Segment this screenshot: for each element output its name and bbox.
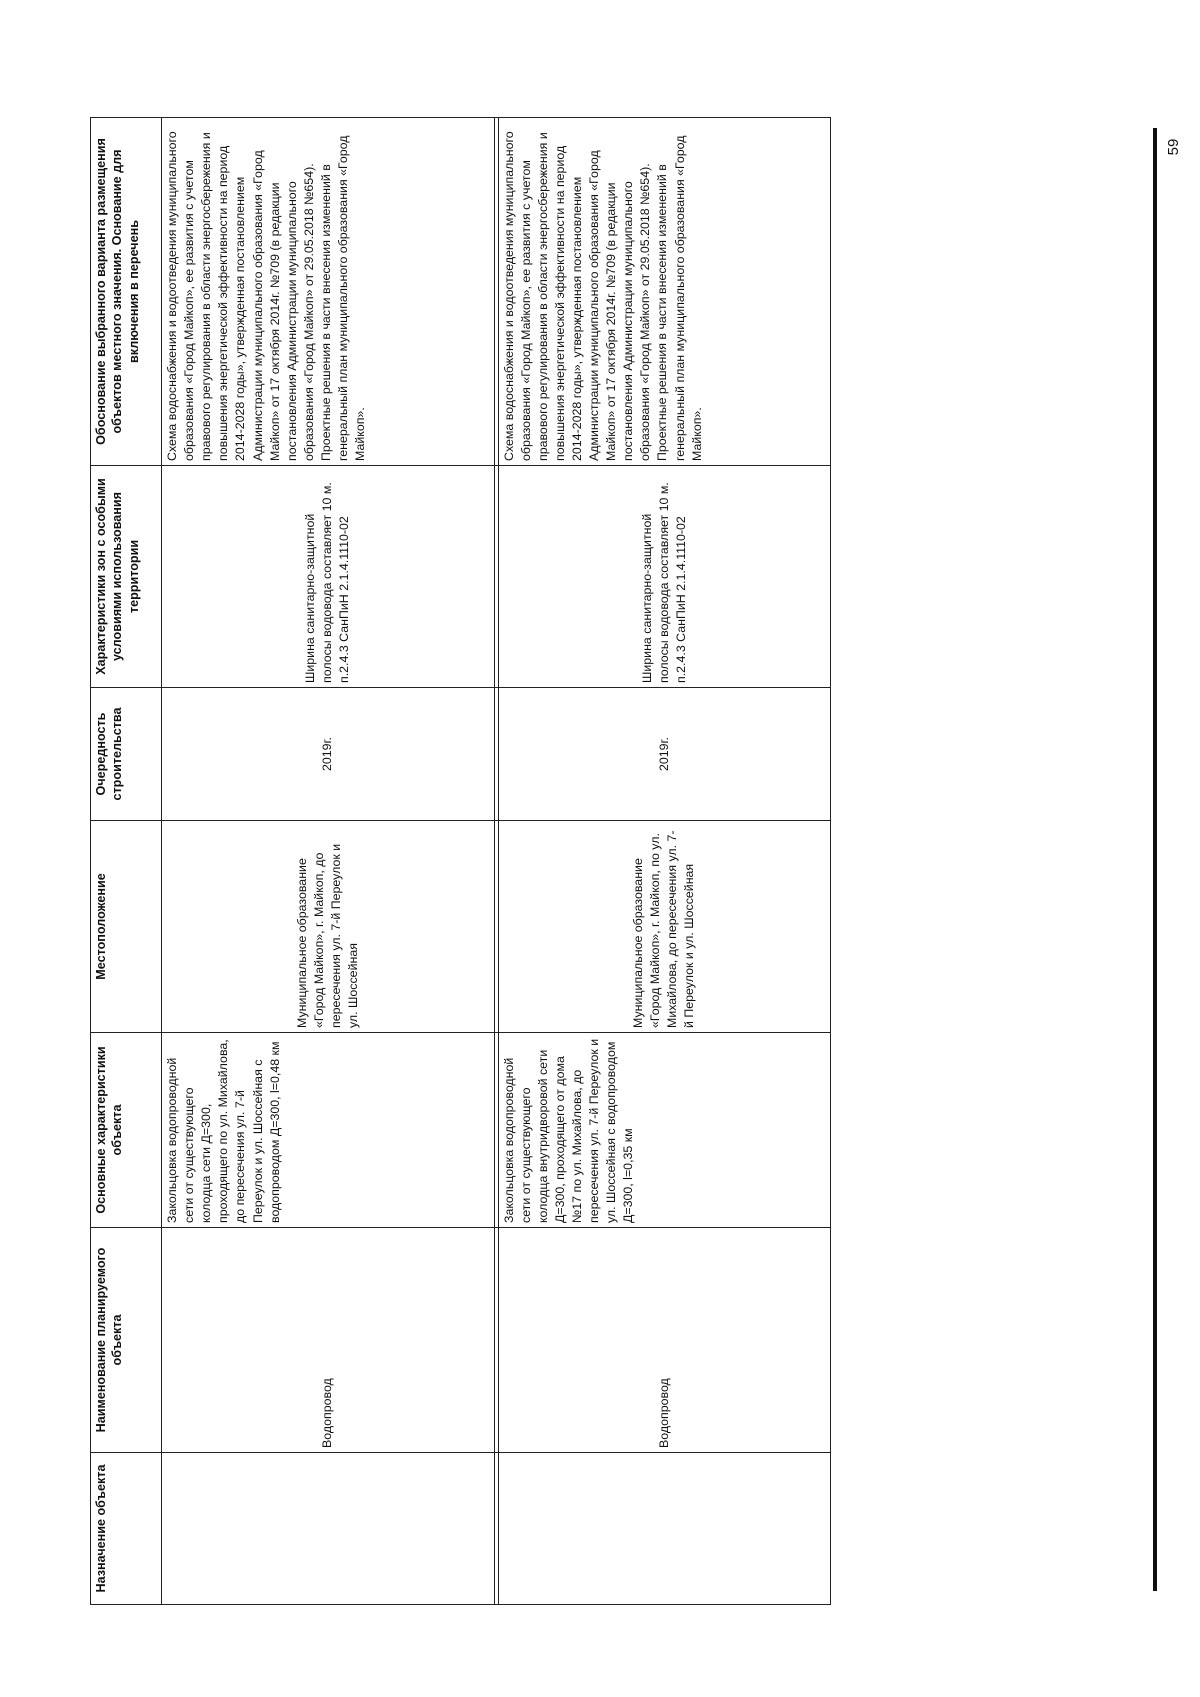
cell-justification: Схема водоснабжения и водоотведения муниципального образования «Город Майкоп», ее развития с учетом правового регулирования в области энергосбережения и повышения энергетической эффективности на период 2014-2028 годы», утвержденная постановлением Администрации муниципального образования «Город Майкоп» от 17 октября 2014г. №709 (в редакции постановления Администрации муниципального образования «Город Майкоп» от 29.05.2018 №654). Проектные решения в части внесения изменений в генеральный план муниципального образования «Город Майкоп». xyxy=(162,118,495,466)
cell-zones: Ширина санитарно-защитной полосы водовода составляет 10 м. п.2.4.3 СанПиН 2.1.4.1110-02 xyxy=(162,466,495,688)
table-row xyxy=(498,118,831,1605)
header-purpose: Назначение объекта xyxy=(91,1453,162,1605)
cell-characteristics: Закольцовка водопроводной сети от существующего колодца внутридворовой сети Д=300, проходящего от дома №17 по ул. Михайлова, до пересечения ул. 7-й Переулок и ул. Шоссейная с водопроводом Д=300, l=0,35 км xyxy=(498,1033,831,1228)
cell-stage: 2019г. xyxy=(162,688,495,821)
header-characteristics: Основные характеристики объекта xyxy=(91,1033,162,1228)
cell-zones: Ширина санитарно-защитной полосы водовода составляет 10 м. п.2.4.3 СанПиН 2.1.4.1110-02 xyxy=(498,466,831,688)
objects-table xyxy=(90,117,831,1605)
page-number: 59 xyxy=(1164,138,1182,156)
cell-location: Муниципальное образование «Город Майкоп», г. Майкоп, по ул. Михайлова, до пересечения ул. 7-й Переулок и ул. Шоссейная xyxy=(498,821,831,1033)
header-stage: Очередность строительства xyxy=(91,688,162,821)
header-zones: Характеристики зон с особыми условиями использования территории xyxy=(91,466,162,688)
cell-location: Муниципальное образование «Город Майкоп», г. Майкоп, до пересечения ул. 7-й Переулок и ул. Шоссейная xyxy=(162,821,495,1033)
cell-name: Водопровод xyxy=(498,1228,831,1453)
table-header-row xyxy=(91,118,162,1605)
header-location: Местоположение xyxy=(91,821,162,1033)
header-name: Наименование планируемого объекта xyxy=(91,1228,162,1453)
rotated-table-wrapper xyxy=(90,118,831,1605)
table-row xyxy=(162,118,495,1605)
cell-purpose xyxy=(498,1453,831,1605)
cell-characteristics: Закольцовка водопроводной сети от существующего колодца сети Д=300, проходящего по ул. Михайлова, до пересечения ул. 7-й Переулок и ул. Шоссейная с водопроводом Д=300, l=0,48 км xyxy=(162,1033,495,1228)
page-border-line xyxy=(1153,128,1157,1591)
header-justification: Обоснование выбранного варианта размещения объектов местного значения. Основание для включения в перечень xyxy=(91,118,162,466)
cell-purpose xyxy=(162,1453,495,1605)
cell-name: Водопровод xyxy=(162,1228,495,1453)
cell-justification: Схема водоснабжения и водоотведения муниципального образования «Город Майкоп», ее развития с учетом правового регулирования в области энергосбережения и повышения энергетической эффективности на период 2014-2028 годы», утвержденная постановлением Администрации муниципального образования «Город Майкоп» от 17 октября 2014г. №709 (в редакции постановления Администрации муниципального образования «Город Майкоп» от 29.05.2018 №654). Проектные решения в части внесения изменений в генеральный план муниципального образования «Город Майкоп». xyxy=(498,118,831,466)
cell-stage: 2019г. xyxy=(498,688,831,821)
